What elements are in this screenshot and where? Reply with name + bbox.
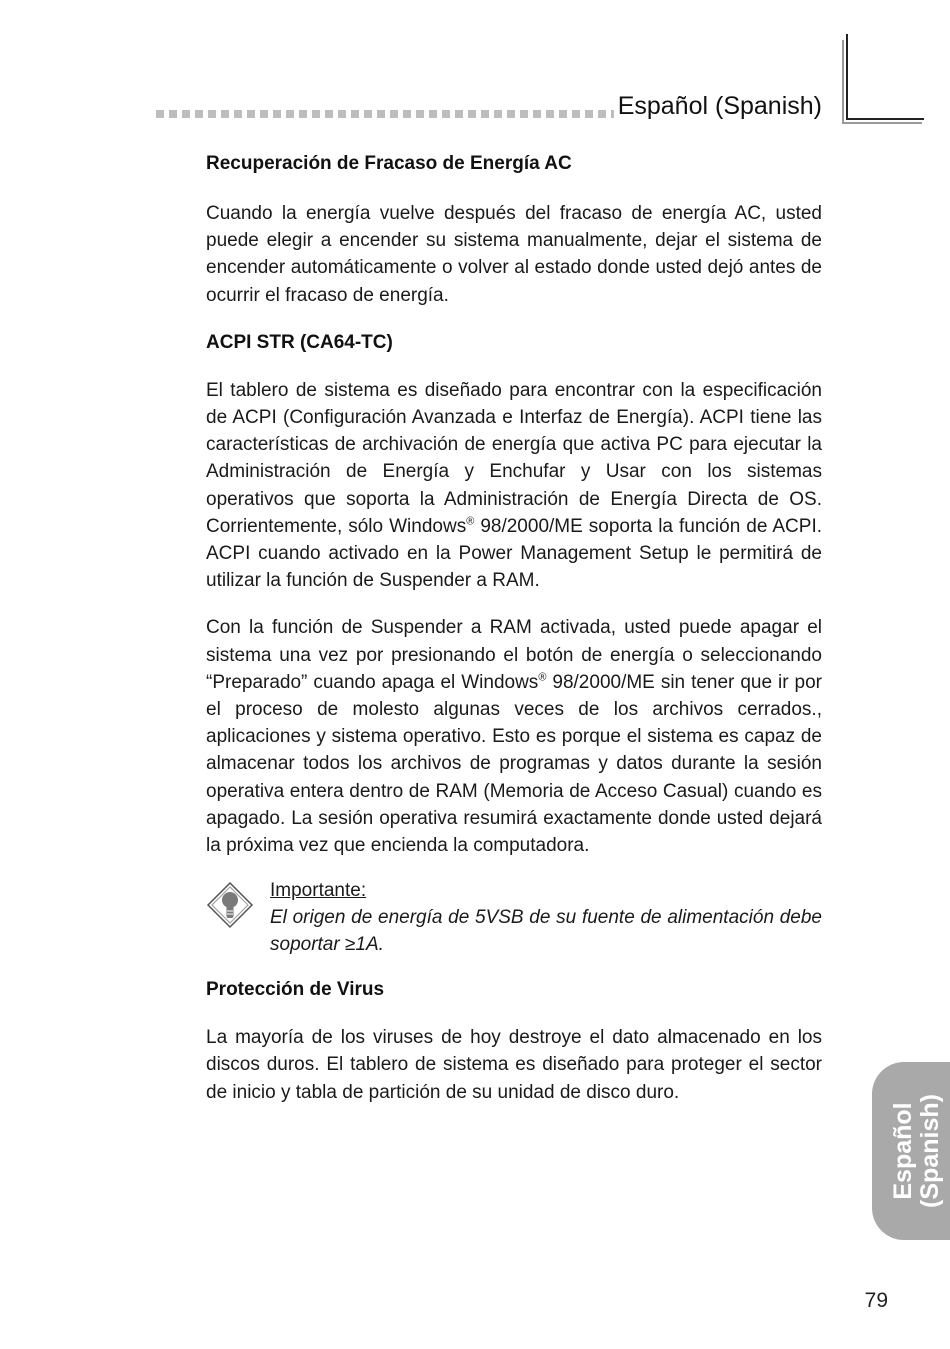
note-text: El origen de energía de 5VSB de su fuente de alimentación debe soportar ≥1A. [270, 907, 822, 956]
section-heading-ac-power-recovery: Recuperación de Fracaso de Energía AC [206, 153, 572, 174]
side-tab-line-2: (Spanish) [916, 1094, 944, 1208]
important-note [206, 877, 822, 958]
side-tab-label [890, 1094, 944, 1208]
lightbulb-icon [206, 881, 254, 929]
corner-mark-shadow-horizontal [842, 122, 922, 124]
registered-mark: ® [466, 515, 475, 528]
page-header-title: Español (Spanish) [617, 92, 822, 120]
note-title: Importante: [270, 880, 367, 902]
paragraph-acpi-str-1 [206, 377, 822, 595]
paragraph-acpi-str-2 [206, 614, 822, 859]
corner-mark-horizontal [846, 118, 924, 120]
corner-mark-shadow-vertical [842, 40, 844, 124]
paragraph-virus-protection: La mayoría de los viruses de hoy destroye el dato almacenado en los discos duros. El tablero de sistema es diseñado para proteger el sector de inicio y tabla de partición de su unidad de disco duro. [206, 1027, 822, 1103]
acpi-text-part-b: 98/2000/ME soporta la función de ACPI. ACPI cuando activado en la Power Management Setup le permitirá de utilizar la función de Suspender a RAM. [206, 515, 823, 592]
side-tab-line-1: Español [889, 1102, 917, 1200]
header-dotted-rule [156, 110, 614, 118]
page-number: 79 [864, 1289, 888, 1312]
paragraph-ac-power-recovery: Cuando la energía vuelve después del fracaso de energía AC, usted puede elegir a encender su sistema manualmente, dejar el sistema de encender automáticamente o volver al estado donde usted dejó antes de ocurrir el fracaso de energía. [206, 203, 822, 306]
corner-mark-vertical [846, 34, 848, 120]
str-text-part-b: 98/2000/ME sin tener que ir por el proceso de molesto algunas veces de los archivos cerrados., aplicaciones y sistema operativo. Esto es porque el sistema es capaz de almacenar todos los archivos de programas y datos durante la sesión operativa entera dentro de RAM (Memoria de Acceso Casual) cuando es apagado. La sesión operativa resumirá exactamente donde usted dejará la próxima vez que encienda la computadora. [206, 671, 823, 857]
acpi-text-part-a: El tablero de sistema es diseñado para encontrar con la especificación de ACPI (Configuración Avanzada e Interfaz de Energía). ACPI tiene las características de archivación de energía que activa PC para ejecutar la Administración de Energía y Enchufar y Usar con los sistemas operativos que soporta la Administración de Energía Directa de OS. Corrientemente, sólo Windows [206, 379, 822, 537]
language-side-tab [872, 1062, 950, 1240]
section-heading-acpi-str: ACPI STR (CA64-TC) [206, 331, 393, 353]
registered-mark: ® [538, 671, 547, 684]
str-text-part-a: Con la función de Suspender a RAM activada, usted puede apagar el sistema una vez por presionando el botón de energía o seleccionando “Preparado” cuando apaga el Windows [206, 617, 822, 693]
section-heading-virus-protection: Protección de Virus [206, 979, 385, 1001]
page-content [206, 152, 822, 1106]
